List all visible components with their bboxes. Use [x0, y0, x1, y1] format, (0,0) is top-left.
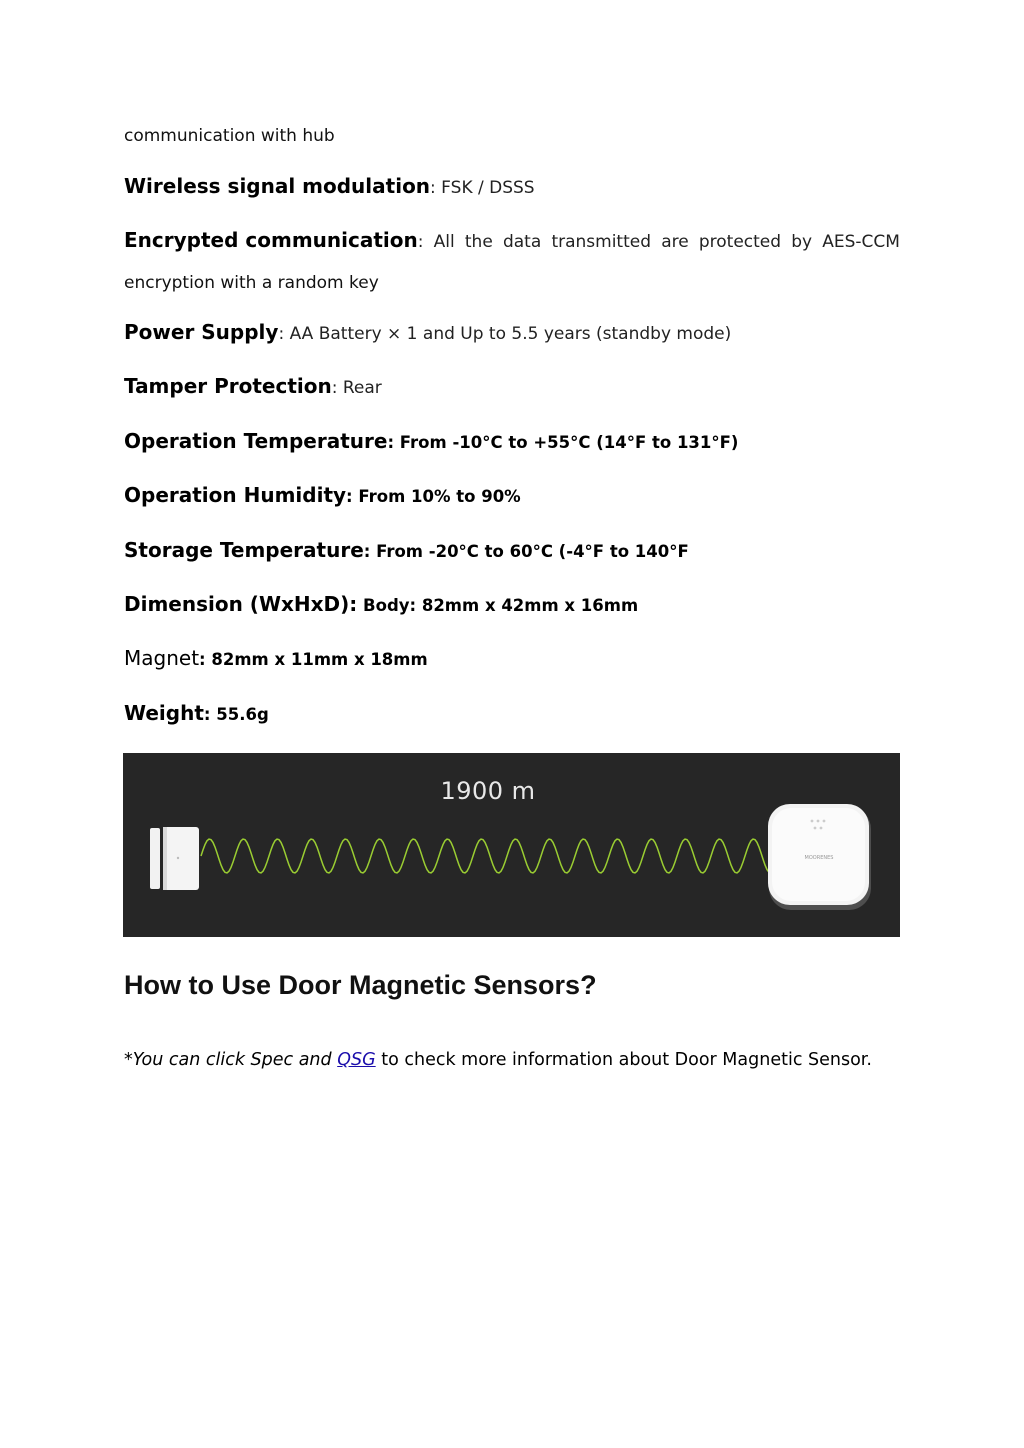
spec-key: Dimension (WxHxD): [124, 592, 358, 616]
spec-operation-humidity [124, 483, 521, 507]
spec-encrypted-continuation: encryption with a random key [124, 273, 379, 293]
spec-dimension [124, 592, 638, 616]
spec-encrypted [124, 228, 900, 252]
spec-operation-temperature [124, 429, 738, 453]
spec-value: : AA Battery × 1 and Up to 5.5 years (standby mode) [278, 324, 732, 344]
spec-key: Operation Humidity [124, 483, 347, 507]
spec-key: Encrypted communication [124, 228, 418, 252]
hub-device-icon [768, 804, 871, 910]
spec-value: : Rear [331, 378, 382, 398]
spec-tamper [124, 374, 382, 398]
spec-key: Power Supply [124, 320, 279, 344]
spec-key: Magnet [124, 646, 200, 670]
spec-weight [124, 701, 269, 725]
spec-value: : From 10% to 90% [346, 487, 521, 506]
spec-value: : From -20°C to 60°C (-4°F to 140°F [363, 542, 689, 561]
spec-value: : 82mm x 11mm x 18mm [199, 650, 428, 669]
spec-key: Wireless signal modulation [124, 174, 431, 198]
spec-word: data [502, 232, 542, 252]
spec-storage-temperature [124, 538, 689, 562]
spec-value: : From -10°C to +55°C (14°F to 131°F) [387, 433, 739, 452]
spec-word: by [791, 232, 813, 252]
range-label: 1900 m [440, 777, 536, 805]
spec-word: protected [698, 232, 782, 252]
spec-key: Storage Temperature [124, 538, 364, 562]
note-italic-text: You can click Spec and [132, 1050, 338, 1070]
spec-magnet [124, 646, 428, 670]
door-sensor-icon [150, 827, 199, 890]
spec-word: AES-CCM [822, 232, 900, 252]
spec-value: Body: 82mm x 42mm x 16mm [357, 596, 639, 615]
note-rest: to check more information about Door Magnetic Sensor. [375, 1050, 872, 1070]
section-heading: How to Use Door Magnetic Sensors? [124, 970, 597, 1000]
range-illustration [123, 753, 900, 937]
spec-key: Tamper Protection [124, 374, 332, 398]
spec-word: the [464, 232, 493, 252]
hub-brand-label: MOORENES [804, 855, 834, 861]
note-prefix: * [124, 1050, 133, 1070]
spec-word: All [433, 232, 455, 252]
signal-wave [201, 839, 771, 873]
spec-key: Operation Temperature [124, 429, 388, 453]
spec-key: Weight [124, 701, 204, 725]
spec-word: : [417, 232, 424, 252]
spec-word: transmitted [551, 232, 652, 252]
spec-value: : FSK / DSSS [430, 178, 535, 198]
intro-line: communication with hub [124, 126, 335, 146]
spec-power [124, 320, 731, 344]
spec-modulation [124, 174, 535, 198]
spec-value: : 55.6g [203, 705, 269, 724]
qsg-link[interactable]: QSG [337, 1050, 376, 1070]
info-note [124, 1050, 872, 1070]
spec-key-group [124, 228, 423, 252]
spec-word: are [661, 232, 689, 252]
range-banner-image [123, 753, 900, 937]
